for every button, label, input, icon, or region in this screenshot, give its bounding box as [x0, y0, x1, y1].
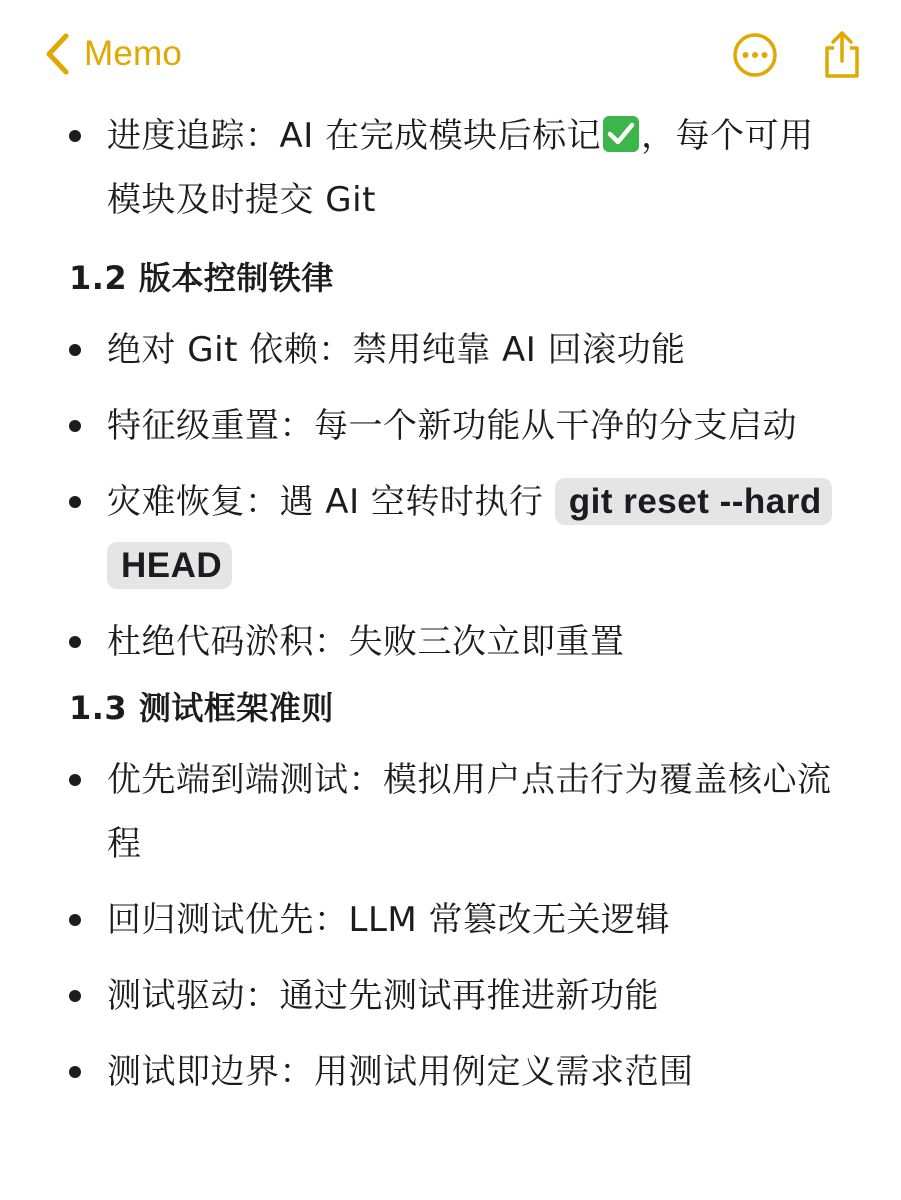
- list-item: [0, 964, 901, 1028]
- inline-code: git reset --hard HEAD: [107, 478, 832, 589]
- list-item: [0, 394, 901, 458]
- ellipsis-circle-icon: [732, 63, 778, 82]
- list-item: [0, 470, 901, 598]
- list-item-text: 进度追踪：AI 在完成模块后标记: [107, 116, 602, 156]
- list-item-text: ，每个可用模块及时提交 Git: [107, 116, 814, 220]
- list-item-text: 测试驱动：通过先测试再推进新功能: [107, 976, 659, 1016]
- list-item-text: 绝对 Git 依赖：禁用纯靠 AI 回滚功能: [107, 330, 686, 370]
- list-item-text: 优先端到端测试：模拟用户点击行为覆盖核心流程: [107, 760, 832, 864]
- list-item-text: 灾难恢复：遇 AI 空转时执行: [107, 482, 555, 522]
- navigation-bar: [0, 0, 901, 110]
- list-item: [0, 748, 901, 876]
- list-item-text: 特征级重置：每一个新功能从干净的分支启动: [107, 406, 797, 446]
- list-item: [0, 610, 901, 674]
- chevron-left-icon: [44, 33, 70, 75]
- list-item: [0, 888, 901, 952]
- share-button[interactable]: [820, 30, 864, 80]
- share-icon: [820, 65, 864, 84]
- list-item: [0, 318, 901, 382]
- section-heading: 1.3 测试框架准则: [69, 689, 334, 727]
- list-item-text: 回归测试优先：LLM 常篡改无关逻辑: [107, 900, 671, 940]
- list-item: [0, 1040, 901, 1104]
- back-label: Memo: [84, 34, 183, 73]
- section-heading: 1.2 版本控制铁律: [69, 259, 334, 297]
- check-mark-icon: [603, 116, 639, 152]
- list-item: [0, 104, 901, 232]
- note-body: [0, 104, 901, 1104]
- list-item-text: 测试即边界：用测试用例定义需求范围: [107, 1052, 694, 1092]
- more-options-button[interactable]: [732, 32, 778, 78]
- list-item-text: 杜绝代码淤积：失败三次立即重置: [107, 622, 625, 662]
- back-button[interactable]: [44, 30, 182, 78]
